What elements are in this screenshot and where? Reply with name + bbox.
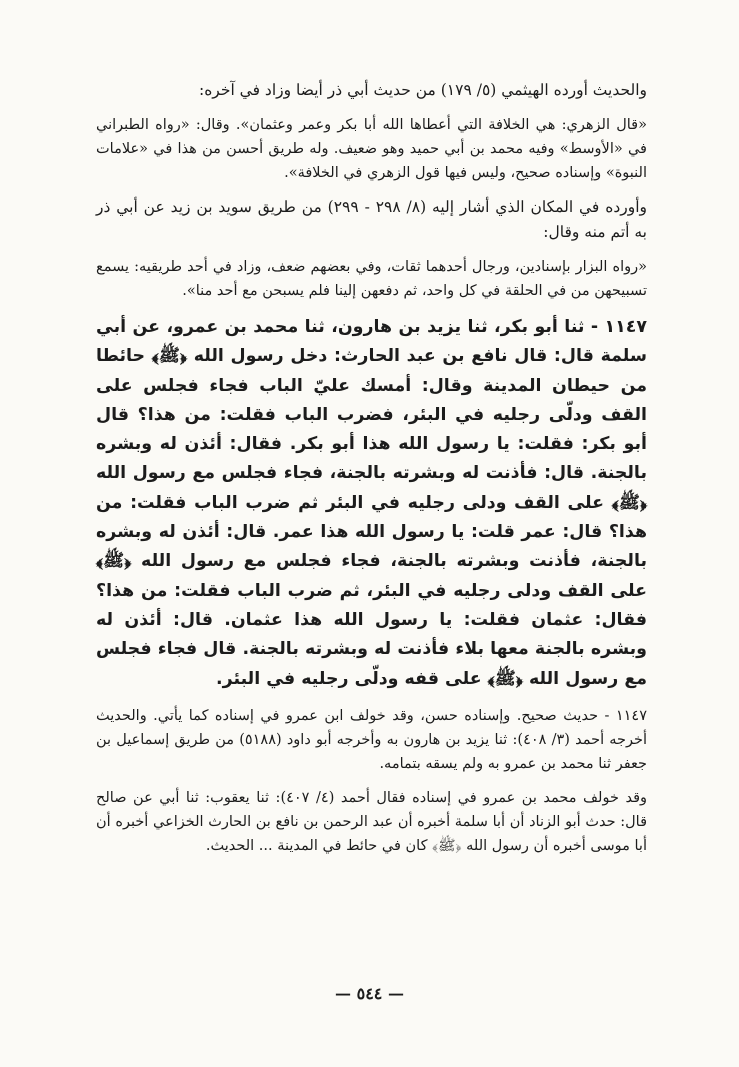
quote-paragraph-2: «رواه البزار بإسنادين، ورجال أحدهما ثقات، وفي بعضهم ضعف، وزاد في أحد طريقيه: يسمع تسبيحهن من في الحلقة في كل واحد، ثم دفعهن إلينا فلم يسبحن مع أحد منا». xyxy=(96,259,647,299)
intro-paragraph-2: وأورده في المكان الذي أشار إليه (٨/ ٢٩٨ - ٢٩٩) من طريق سويد بن زيد عن أبي ذر به أتم منه وقال: xyxy=(96,198,647,241)
footnote-paragraph-2: وقد خولف محمد بن عمرو في إسناده فقال أحمد (٤/ ٤٠٧): ثنا يعقوب: ثنا أبي عن صالح قال: حدث أبو الزناد أن أبا سلمة أخبره أن عبد الرحمن بن نافع بن الحارث الخزاعي أخبره أن أبا موسى أخبره أن رسول الله ﴿ﷺ﴾ كان في حائط في المدينة ... الحديث. xyxy=(96,789,648,854)
page-number: — ٥٤٤ — xyxy=(335,984,404,1003)
intro-paragraph-1: والحديث أورده الهيثمي (٥/ ١٧٩) من حديث أبي ذر أيضا وزاد في آخره: xyxy=(198,81,647,99)
footnote-paragraph-1: ١١٤٧ - حديث صحيح. وإسناده حسن، وقد خولف ابن عمرو في إسناده كما يأتي. والحديث أخرجه أحمد (٣/ ٤٠٨): ثنا يزيد بن هارون به وأخرجه أبو داود (٥١٨٨) من طريق إسماعيل بن جعفر ثنا محمد بن عمرو به ولم يسقه بتمامه. xyxy=(96,707,648,772)
hadith-text: ١١٤٧ - ثنا أبو بكر، ثنا يزيد بن هارون، ثنا محمد بن عمرو، عن أبي سلمة قال: قال نافع بن عبد الحارث: دخل رسول الله ﴿ﷺ﴾ حائطا من حيطان المدينة وقال: أمسك عليّ الباب فجاء فجلس على القف ودلّى رجليه في البئر، فضرب الباب فقلت: من هذا؟ قال أبو بكر: فقلت: يا رسول الله هذا أبو بكر. فقال: أئذن له وبشره بالجنة. قال: فأذنت له وبشرته بالجنة، فجاء فجلس مع رسول الله ﴿ﷺ﴾ على القف ودلى رجليه في البئر ثم ضرب الباب فقلت: من هذا؟ قال: عمر قلت: يا رسول الله هذا عمر. قال: أئذن له وبشره بالجنة، فأذنت وبشرته بالجنة، فجاء فجلس مع رسول الله ﴿ﷺ﴾ على القف ودلى رجليه في البئر، ثم ضرب الباب فقلت: من هذا؟ فقال: عثمان فقلت: يا رسول الله هذا عثمان. قال: أئذن له وبشره بالجنة معها بلاء فأذنت له وبشرته بالجنة. قال فجاء فجلس مع رسول الله ﴿ﷺ﴾ على قفه ودلّى رجليه في البئر. xyxy=(96,317,647,689)
quote-paragraph-1: «قال الزهري: هي الخلافة التي أعطاها الله أبا بكر وعمر وعثمان». وقال: «رواه الطبراني في «الأوسط» وفيه محمد بن أبي حميد وهو ضعيف. وله طريق أحسن من هذا في «علامات النبوة» وإسناده صحيح، وليس فيها قول الزهري في الخلافة». xyxy=(96,117,647,181)
